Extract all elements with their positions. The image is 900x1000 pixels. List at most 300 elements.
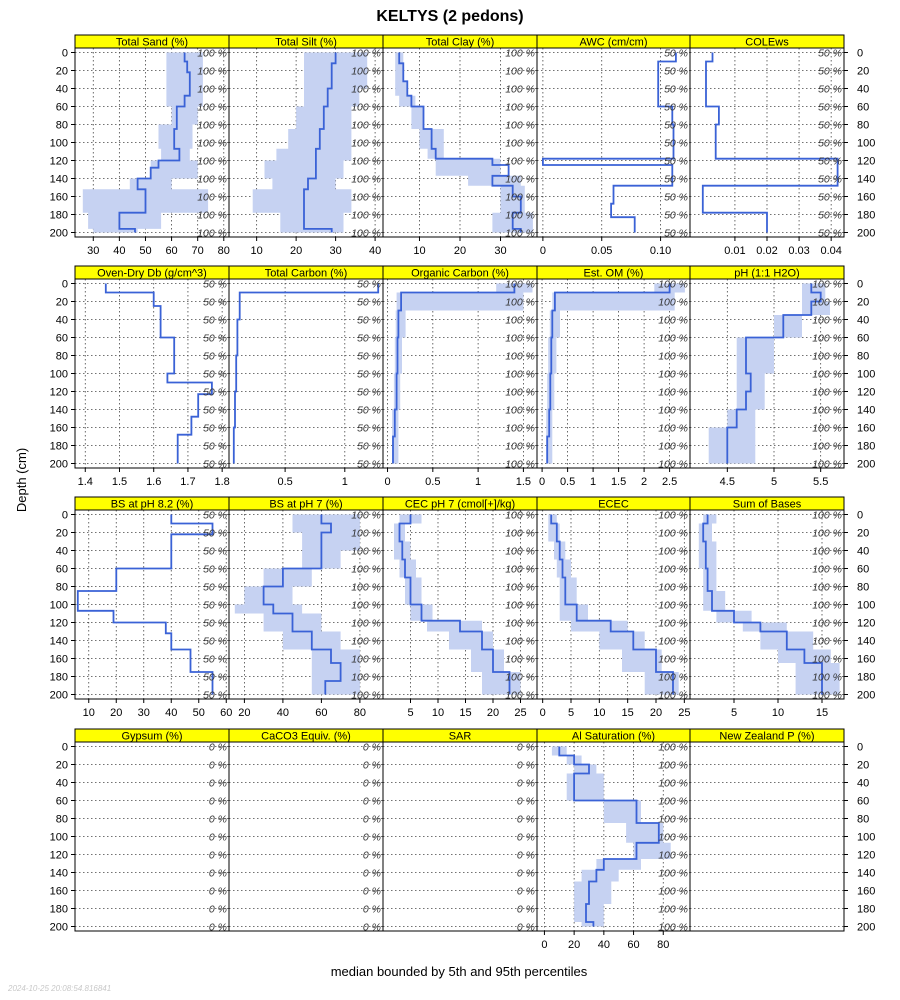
depth-tick-label: 60 — [857, 332, 870, 345]
data-label-pct: 100 % — [351, 563, 381, 576]
data-label-pct: 50 % — [357, 332, 381, 345]
data-label-pct: 100 % — [505, 83, 535, 96]
panel-title: Total Silt (%) — [275, 36, 337, 49]
data-label-pct: 50 % — [203, 509, 227, 522]
chart-title: KELTYS (2 pedons) — [376, 8, 524, 25]
data-label-pct: 50 % — [664, 191, 688, 204]
data-label-pct: 50 % — [203, 422, 227, 435]
depth-tick-label: 60 — [55, 101, 68, 114]
data-label-pct: 100 % — [505, 422, 535, 435]
data-label-pct: 100 % — [351, 191, 381, 204]
data-label-pct: 0 % — [208, 831, 227, 844]
depth-tick-label: 100 — [49, 368, 68, 381]
depth-tick-label: 20 — [55, 296, 68, 309]
depth-tick-label: 140 — [857, 867, 876, 880]
x-tick-label: 0.05 — [591, 245, 613, 257]
data-label-pct: 50 % — [203, 278, 227, 291]
data-label-pct: 50 % — [203, 671, 227, 684]
depth-tick-label: 60 — [55, 563, 68, 576]
panel-18 — [383, 729, 537, 934]
depth-tick-label: 140 — [49, 867, 68, 880]
panel-title: Total Carbon (%) — [264, 267, 348, 280]
panel-1 — [50, 35, 230, 257]
x-tick-label: 25 — [514, 707, 527, 719]
x-tick-label: 10 — [413, 245, 426, 257]
data-label-pct: 100 % — [812, 422, 842, 435]
data-label-pct: 50 % — [203, 599, 227, 612]
panel-gridlines — [75, 747, 229, 927]
x-tick-label: 1 — [475, 476, 482, 488]
x-tick-label: 40 — [597, 939, 610, 951]
panel-title: Total Sand (%) — [115, 36, 189, 49]
data-label-pct: 100 % — [351, 599, 381, 612]
depth-tick-label: 80 — [857, 119, 870, 132]
x-tick-label: 40 — [368, 245, 382, 257]
data-label-pct: 50 % — [818, 65, 842, 78]
data-label-pct: 0 % — [208, 813, 227, 826]
data-label-pct: 100 % — [505, 599, 535, 612]
x-tick-label: 5 — [770, 476, 778, 488]
data-label-pct: 50 % — [357, 278, 381, 291]
data-label-pct: 100 % — [812, 404, 842, 417]
x-axis-label: median bounded by 5th and 95th percentiles — [330, 964, 588, 979]
data-label-pct: 50 % — [203, 653, 227, 666]
data-label-pct: 100 % — [812, 458, 842, 471]
data-label-pct: 50 % — [357, 440, 381, 453]
data-label-pct: 100 % — [812, 296, 842, 309]
depth-tick-label: 40 — [857, 314, 870, 327]
depth-tick-label: 200 — [49, 921, 68, 934]
depth-tick-label: 0 — [61, 47, 68, 60]
depth-tick-label: 40 — [857, 83, 870, 96]
x-tick-label: 20 — [568, 939, 581, 951]
data-label-pct: 100 % — [658, 599, 688, 612]
data-label-pct: 100 % — [658, 386, 688, 399]
data-label-pct: 100 % — [658, 404, 688, 417]
depth-tick-label: 160 — [857, 885, 876, 898]
x-tick-label: 0.5 — [277, 476, 293, 488]
data-label-pct: 100 % — [197, 227, 227, 240]
x-tick-label: 5.5 — [813, 476, 829, 488]
panel-15 — [690, 497, 875, 719]
data-label-pct: 100 % — [505, 368, 535, 381]
data-label-pct: 100 % — [658, 527, 688, 540]
data-label-pct: 50 % — [357, 404, 381, 417]
x-tick-label: 40 — [165, 707, 178, 719]
data-label-pct: 50 % — [664, 47, 688, 60]
data-label-pct: 100 % — [505, 509, 535, 522]
depth-tick-label: 180 — [857, 440, 876, 453]
data-label-pct: 50 % — [203, 527, 227, 540]
depth-tick-label: 180 — [49, 671, 68, 684]
depth-tick-label: 200 — [857, 458, 876, 471]
depth-tick-label: 200 — [49, 689, 68, 702]
x-tick-label: 0.04 — [820, 245, 842, 257]
data-label-pct: 100 % — [658, 671, 688, 684]
data-label-pct: 50 % — [203, 563, 227, 576]
data-label-pct: 100 % — [351, 635, 381, 648]
data-label-pct: 100 % — [812, 278, 842, 291]
data-label-pct: 100 % — [658, 296, 688, 309]
x-tick-label: 1 — [590, 476, 597, 488]
data-label-pct: 50 % — [203, 689, 227, 702]
panel-title: pH (1:1 H2O) — [734, 267, 800, 280]
data-label-pct: 100 % — [658, 563, 688, 576]
depth-tick-label: 120 — [49, 386, 68, 399]
x-tick-label: 40 — [276, 707, 290, 719]
x-tick-label: 1.5 — [515, 476, 532, 488]
panel-10 — [690, 266, 875, 488]
data-label-pct: 100 % — [658, 921, 688, 934]
depth-tick-label: 20 — [55, 65, 68, 78]
panel-13 — [383, 497, 537, 719]
data-label-pct: 100 % — [351, 527, 381, 540]
data-label-pct: 100 % — [351, 155, 381, 168]
data-label-pct: 100 % — [505, 173, 535, 186]
data-label-pct: 100 % — [505, 350, 535, 363]
data-label-pct: 0 % — [362, 759, 381, 772]
data-label-pct: 50 % — [203, 404, 227, 417]
x-tick-label: 80 — [353, 707, 367, 719]
depth-tick-label: 200 — [857, 689, 876, 702]
data-label-pct: 100 % — [351, 653, 381, 666]
depth-tick-label: 20 — [857, 527, 870, 540]
x-tick-label: 15 — [621, 707, 634, 719]
depth-tick-label: 40 — [55, 314, 68, 327]
x-tick-label: 30 — [137, 707, 150, 719]
x-tick-label: 50 — [192, 707, 205, 719]
depth-tick-label: 200 — [857, 227, 876, 240]
x-tick-label: 0 — [384, 476, 391, 488]
data-label-pct: 0 % — [516, 741, 535, 754]
x-tick-label: 40 — [113, 245, 126, 257]
data-label-pct: 50 % — [203, 617, 227, 630]
panel-title: Gypsum (%) — [121, 730, 183, 743]
data-label-pct: 100 % — [658, 422, 688, 435]
depth-tick-label: 120 — [857, 849, 876, 862]
data-label-pct: 100 % — [505, 404, 535, 417]
data-label-pct: 100 % — [351, 65, 381, 78]
data-label-pct: 100 % — [505, 527, 535, 540]
data-label-pct: 100 % — [658, 831, 688, 844]
data-label-pct: 100 % — [505, 689, 535, 702]
data-label-pct: 100 % — [812, 563, 842, 576]
data-label-pct: 100 % — [812, 689, 842, 702]
data-label-pct: 100 % — [658, 458, 688, 471]
depth-tick-label: 160 — [857, 191, 876, 204]
depth-tick-label: 140 — [49, 404, 68, 417]
depth-tick-label: 160 — [49, 191, 68, 204]
data-label-pct: 100 % — [658, 777, 688, 790]
data-label-pct: 100 % — [197, 119, 227, 132]
data-label-pct: 100 % — [505, 137, 535, 150]
x-tick-label: 10 — [771, 707, 785, 719]
data-label-pct: 50 % — [357, 386, 381, 399]
depth-tick-label: 120 — [857, 617, 876, 630]
data-label-pct: 50 % — [818, 209, 842, 222]
x-tick-label: 20 — [649, 707, 663, 719]
depth-tick-label: 20 — [55, 527, 68, 540]
data-label-pct: 50 % — [818, 47, 842, 60]
x-tick-label: 80 — [657, 939, 670, 951]
data-label-pct: 100 % — [505, 119, 535, 132]
data-label-pct: 50 % — [664, 119, 688, 132]
data-label-pct: 100 % — [351, 671, 381, 684]
x-tick-label: 10 — [250, 245, 263, 257]
data-label-pct: 100 % — [658, 635, 688, 648]
panel-14 — [537, 497, 690, 719]
panel-8 — [383, 266, 537, 488]
x-tick-label: 60 — [627, 939, 640, 951]
x-tick-label: 20 — [453, 245, 467, 257]
data-label-pct: 100 % — [505, 227, 535, 240]
x-tick-label: 1.8 — [214, 476, 230, 488]
panel-title: COLEws — [745, 36, 789, 49]
data-label-pct: 100 % — [658, 813, 688, 826]
depth-tick-label: 80 — [55, 813, 68, 826]
depth-tick-label: 100 — [49, 599, 68, 612]
data-label-pct: 100 % — [505, 563, 535, 576]
depth-tick-label: 160 — [49, 422, 68, 435]
data-label-pct: 0 % — [516, 903, 535, 916]
x-tick-label: 1.6 — [146, 476, 162, 488]
x-tick-label: 10 — [82, 707, 95, 719]
panel-title: Sum of Bases — [732, 498, 802, 511]
depth-tick-label: 140 — [857, 635, 876, 648]
data-label-pct: 100 % — [197, 137, 227, 150]
data-label-pct: 100 % — [658, 903, 688, 916]
data-label-pct: 100 % — [351, 119, 381, 132]
panel-6 — [50, 266, 230, 488]
panel-title: CEC pH 7 (cmol[+]/kg) — [404, 498, 516, 511]
data-label-pct: 0 % — [208, 921, 227, 934]
data-label-pct: 100 % — [812, 527, 842, 540]
data-label-pct: 50 % — [818, 191, 842, 204]
panel-17 — [229, 729, 383, 934]
data-label-pct: 100 % — [812, 350, 842, 363]
data-label-pct: 50 % — [203, 296, 227, 309]
data-label-pct: 100 % — [658, 368, 688, 381]
data-label-pct: 100 % — [812, 617, 842, 630]
depth-tick-label: 60 — [857, 563, 870, 576]
x-tick-label: 0.01 — [724, 245, 746, 257]
depth-tick-label: 80 — [55, 119, 68, 132]
data-label-pct: 100 % — [812, 671, 842, 684]
data-label-pct: 100 % — [812, 635, 842, 648]
x-tick-label: 10 — [431, 707, 445, 719]
data-label-pct: 50 % — [664, 173, 688, 186]
x-tick-label: 1 — [341, 476, 348, 488]
data-label-pct: 0 % — [362, 903, 381, 916]
depth-tick-label: 100 — [857, 137, 876, 150]
data-label-pct: 100 % — [505, 191, 535, 204]
panel-title: Al Saturation (%) — [571, 730, 656, 743]
data-label-pct: 0 % — [208, 795, 227, 808]
depth-tick-label: 100 — [49, 831, 68, 844]
data-label-pct: 100 % — [812, 332, 842, 345]
depth-tick-label: 180 — [857, 671, 876, 684]
data-label-pct: 100 % — [351, 545, 381, 558]
depth-tick-label: 20 — [55, 759, 68, 772]
panel-11 — [50, 497, 233, 719]
data-label-pct: 100 % — [505, 209, 535, 222]
data-label-pct: 100 % — [197, 83, 227, 96]
depth-tick-label: 120 — [49, 155, 68, 168]
data-label-pct: 100 % — [658, 741, 688, 754]
depth-tick-label: 80 — [857, 350, 870, 363]
depth-tick-label: 0 — [61, 278, 68, 291]
depth-tick-label: 20 — [857, 759, 870, 772]
data-label-pct: 50 % — [818, 83, 842, 96]
data-label-pct: 100 % — [351, 689, 381, 702]
data-label-pct: 50 % — [357, 314, 381, 327]
x-tick-label: 20 — [290, 245, 303, 257]
x-tick-label: 5 — [730, 707, 738, 719]
x-tick-label: 4.5 — [719, 476, 735, 488]
data-label-pct: 100 % — [505, 545, 535, 558]
data-label-pct: 50 % — [203, 368, 227, 381]
panel-title: ECEC — [598, 498, 629, 511]
data-label-pct: 0 % — [516, 885, 535, 898]
depth-tick-label: 0 — [857, 278, 864, 291]
panel-title: Est. OM (%) — [583, 267, 644, 280]
data-label-pct: 50 % — [664, 209, 688, 222]
data-label-pct: 100 % — [812, 368, 842, 381]
data-label-pct: 100 % — [812, 440, 842, 453]
data-label-pct: 50 % — [203, 581, 227, 594]
depth-tick-label: 180 — [857, 903, 876, 916]
panel-9 — [537, 266, 690, 488]
panel-plot — [83, 53, 208, 233]
depth-tick-label: 40 — [857, 545, 870, 558]
data-label-pct: 100 % — [505, 581, 535, 594]
depth-tick-label: 60 — [857, 101, 870, 114]
data-label-pct: 100 % — [658, 795, 688, 808]
x-tick-label: 60 — [315, 707, 328, 719]
median-line — [400, 515, 510, 695]
data-label-pct: 100 % — [197, 65, 227, 78]
data-label-pct: 0 % — [208, 777, 227, 790]
data-label-pct: 100 % — [812, 581, 842, 594]
depth-tick-label: 40 — [55, 545, 68, 558]
data-label-pct: 50 % — [203, 350, 227, 363]
data-label-pct: 50 % — [357, 296, 381, 309]
timestamp: 2024-10-25 20:08:54.816841 — [8, 984, 112, 993]
data-label-pct: 100 % — [505, 155, 535, 168]
data-label-pct: 100 % — [351, 173, 381, 186]
panel-title: AWC (cm/cm) — [579, 36, 648, 49]
data-label-pct: 100 % — [505, 440, 535, 453]
data-label-pct: 50 % — [664, 227, 688, 240]
x-tick-label: 0.5 — [559, 476, 576, 488]
depth-tick-label: 180 — [49, 440, 68, 453]
x-tick-label: 0.10 — [649, 245, 672, 257]
data-label-pct: 100 % — [658, 759, 688, 772]
data-label-pct: 0 % — [516, 867, 535, 880]
depth-tick-label: 60 — [857, 795, 870, 808]
x-tick-label: 5 — [567, 707, 575, 719]
depth-tick-label: 160 — [49, 885, 68, 898]
x-tick-label: 30 — [494, 245, 507, 257]
panel-20 — [690, 729, 875, 934]
data-label-pct: 100 % — [658, 509, 688, 522]
data-label-pct: 100 % — [658, 332, 688, 345]
data-label-pct: 100 % — [505, 617, 535, 630]
depth-tick-label: 20 — [857, 296, 870, 309]
x-tick-label: 20 — [110, 707, 123, 719]
panel-title: Oven-Dry Db (g/cm^3) — [97, 267, 207, 280]
data-label-pct: 0 % — [362, 795, 381, 808]
data-label-pct: 50 % — [357, 350, 381, 363]
data-label-pct: 100 % — [505, 314, 535, 327]
data-label-pct: 0 % — [362, 777, 381, 790]
data-label-pct: 50 % — [203, 545, 227, 558]
panel-3 — [383, 35, 537, 257]
data-label-pct: 100 % — [658, 350, 688, 363]
panel-16 — [50, 729, 229, 934]
x-tick-label: 60 — [165, 245, 178, 257]
depth-tick-label: 180 — [857, 209, 876, 222]
depth-tick-label: 160 — [857, 422, 876, 435]
depth-tick-label: 0 — [857, 741, 864, 754]
panel-title: Total Clay (%) — [425, 36, 495, 49]
data-label-pct: 0 % — [516, 831, 535, 844]
data-label-pct: 50 % — [203, 314, 227, 327]
panel-gridlines — [229, 747, 383, 927]
data-label-pct: 50 % — [818, 227, 842, 240]
panel-title: New Zealand P (%) — [719, 730, 815, 743]
data-label-pct: 50 % — [203, 332, 227, 345]
data-label-pct: 100 % — [658, 278, 688, 291]
depth-tick-label: 40 — [857, 777, 870, 790]
data-label-pct: 100 % — [197, 155, 227, 168]
depth-tick-label: 140 — [857, 404, 876, 417]
data-label-pct: 100 % — [505, 671, 535, 684]
depth-tick-label: 120 — [49, 849, 68, 862]
x-tick-label: 15 — [459, 707, 472, 719]
x-tick-label: 1.5 — [610, 476, 627, 488]
data-label-pct: 50 % — [664, 137, 688, 150]
data-label-pct: 100 % — [658, 849, 688, 862]
data-label-pct: 50 % — [357, 458, 381, 471]
data-label-pct: 100 % — [351, 581, 381, 594]
panel-gridlines — [383, 747, 537, 927]
data-label-pct: 100 % — [658, 653, 688, 666]
data-label-pct: 50 % — [664, 101, 688, 114]
x-tick-label: 20 — [238, 707, 251, 719]
data-label-pct: 100 % — [658, 867, 688, 880]
depth-tick-label: 80 — [857, 581, 870, 594]
data-label-pct: 100 % — [351, 137, 381, 150]
data-label-pct: 100 % — [351, 83, 381, 96]
data-label-pct: 100 % — [658, 314, 688, 327]
panel-7 — [229, 266, 383, 488]
data-label-pct: 0 % — [208, 849, 227, 862]
data-label-pct: 100 % — [197, 47, 227, 60]
data-label-pct: 0 % — [362, 831, 381, 844]
data-label-pct: 50 % — [818, 119, 842, 132]
panel-2 — [229, 35, 383, 257]
depth-tick-label: 180 — [49, 209, 68, 222]
x-tick-label: 0 — [539, 245, 546, 257]
depth-tick-label: 60 — [55, 332, 68, 345]
depth-tick-label: 20 — [857, 65, 870, 78]
depth-tick-label: 140 — [49, 173, 68, 186]
depth-tick-label: 80 — [55, 581, 68, 594]
data-label-pct: 100 % — [505, 278, 535, 291]
x-tick-label: 30 — [87, 245, 100, 257]
depth-tick-label: 200 — [49, 227, 68, 240]
